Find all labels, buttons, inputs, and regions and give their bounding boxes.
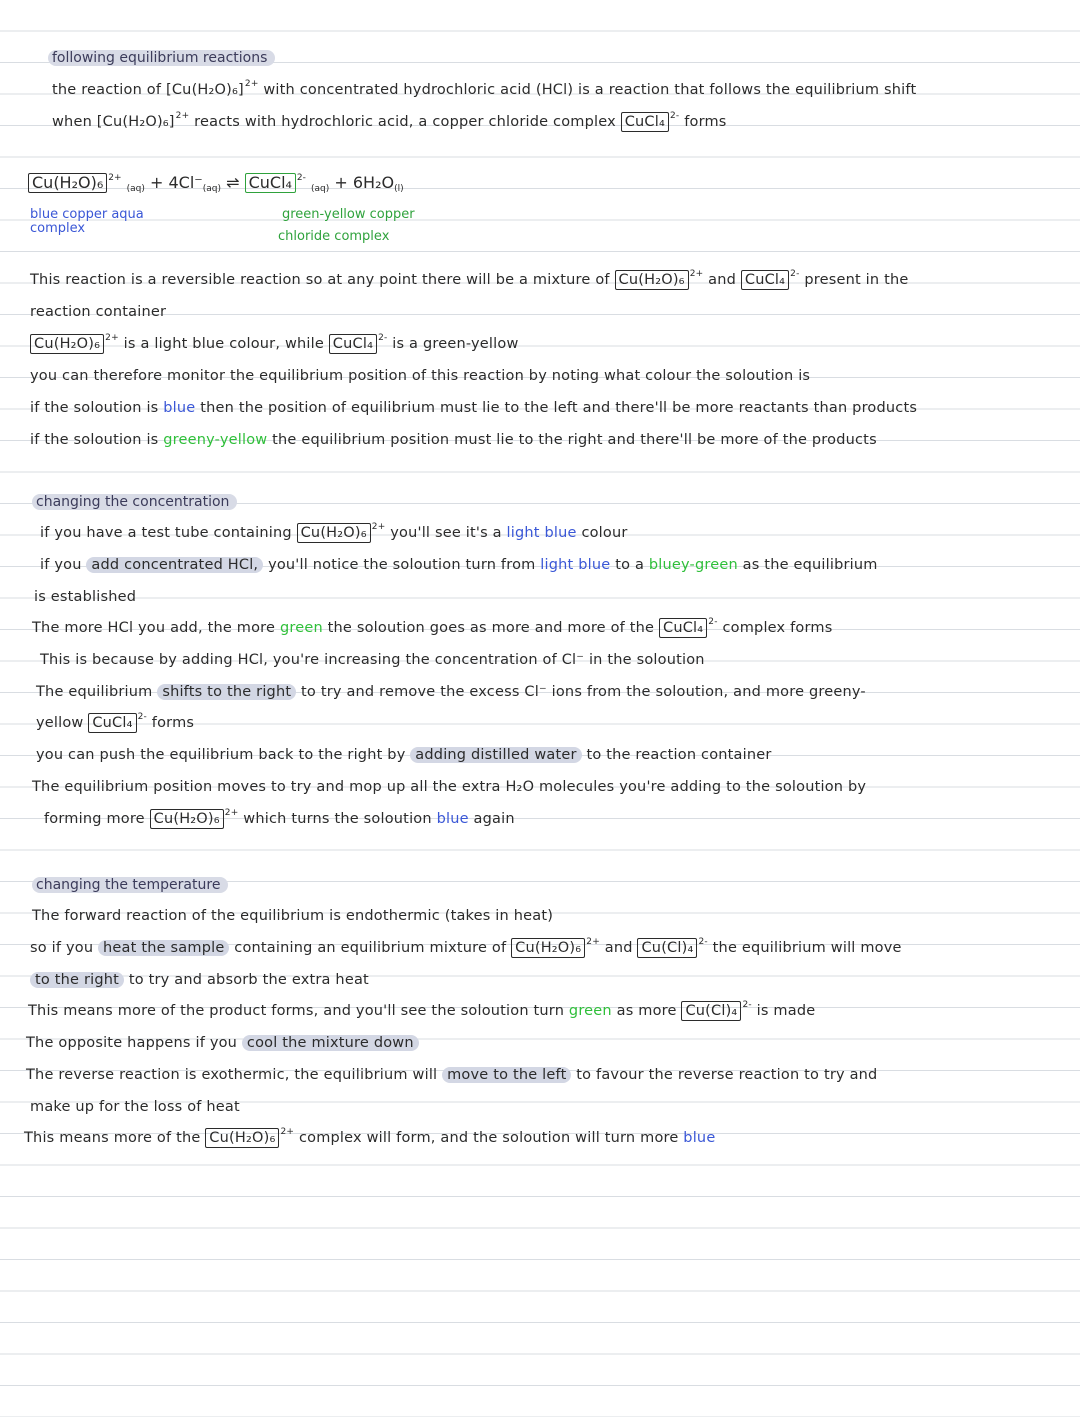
- paragraph-colours: Cu(H₂O)₆ $^{2+}$ is a light blue colour, while CuCl₄ $^{2-}$ is a green-yellow: [30, 334, 519, 356]
- formula-chloro-boxed: CuCl₄: [329, 334, 377, 354]
- temp-line-4: This means more of the product forms, and you'll see the soloution turn green as more Cu(Cl)₄ $^{2-}$ is made: [28, 1000, 816, 1019]
- temp-line-1: The forward reaction of the equilibrium is endothermic (takes in heat): [32, 908, 554, 924]
- product-chloro-complex: CuCl₄: [245, 173, 296, 193]
- equilibrium-arrow: ⇌: [226, 173, 240, 192]
- formula-chloro-alt-boxed: Cu(Cl)₄: [637, 938, 697, 958]
- temp-line-5: The opposite happens if you cool the mixture down: [26, 1033, 419, 1053]
- paragraph-green-right: if the soloution is greeny-yellow the equilibrium position must lie to the right and there'll be more of the products: [30, 432, 877, 448]
- conc-line-2: if you add concentrated HCl, you'll notice the soloution turn from light blue to a bluey-green as the equilibrium: [40, 557, 878, 573]
- intro-line-2: when $[Cu(H_2O)_6]^{2+}$ reacts with hydrochloric acid, a copper chloride complex CuCl₄ $^{2-}$ forms: [52, 111, 727, 130]
- conc-line-7: yellow CuCl₄ $^{2-}$ forms: [36, 712, 195, 731]
- label-green-yellow-copper: green-yellow copper: [282, 207, 415, 222]
- formula-aqua-boxed: Cu(H₂O)₆: [615, 270, 689, 290]
- conc-line-3: is established: [34, 589, 137, 605]
- conc-line-1: if you have a test tube containing Cu(H₂O)₆ $^{2+}$ you'll see it's a light blue colour: [40, 522, 628, 541]
- formula-aqua-boxed: Cu(H₂O)₆: [30, 334, 104, 354]
- temp-line-7: make up for the loss of heat: [30, 1099, 240, 1115]
- formula-chloro-boxed: CuCl₄: [88, 713, 136, 733]
- formula-aqua-boxed: Cu(H₂O)₆: [150, 809, 224, 829]
- formula-chloro-alt-boxed: Cu(Cl)₄: [681, 1001, 741, 1021]
- section-heading-equilibrium: following equilibrium reactions: [48, 49, 275, 67]
- temp-line-8: This means more of the Cu(H₂O)₆ $^{2+}$ complex will form, and the soloution will turn more blue: [24, 1127, 716, 1146]
- reaction-equation: Cu(H₂O)₆ $^{2+}$ (aq) + 4Cl⁻(aq) ⇌ CuCl₄ $^{2-}$ (aq) + 6H₂O(l): [28, 172, 404, 197]
- conc-line-5: This is because by adding HCl, you're increasing the concentration of Cl⁻ in the soloution: [40, 652, 705, 668]
- section-heading-temperature: changing the temperature: [32, 876, 228, 894]
- formula-aqua: $[Cu(H_2O)_6]^{2+}$: [96, 111, 190, 130]
- formula-chloro-boxed: CuCl₄: [741, 270, 789, 290]
- label-complex: complex: [30, 221, 86, 236]
- conc-line-6: The equilibrium shifts to the right to try and remove the excess Cl⁻ ions from the soloution, and more greeny-: [36, 684, 866, 700]
- temp-line-6: The reverse reaction is exothermic, the equilibrium will move to the left to favour the reverse reaction to try and: [26, 1067, 878, 1083]
- temp-line-3: to the right to try and absorb the extra heat: [30, 970, 369, 990]
- label-chloride-complex: chloride complex: [278, 229, 390, 244]
- conc-line-9: The equilibrium position moves to try and mop up all the extra H₂O molecules you're adding to the soloution by: [32, 779, 867, 795]
- paragraph-reversible: This reaction is a reversible reaction so at any point there will be a mixture of Cu(H₂O)₆ $^{2+}$ and CuCl₄ $^{2-}$ present in the: [30, 269, 909, 288]
- paragraph-blue-left: if the soloution is blue then the position of equilibrium must lie to the left and there'll be more reactants than products: [30, 400, 918, 416]
- formula-aqua-boxed: Cu(H₂O)₆: [511, 938, 585, 958]
- reactant-aqua-complex: Cu(H₂O)₆: [28, 173, 107, 193]
- conc-line-8: you can push the equilibrium back to the right by adding distilled water to the reaction container: [36, 747, 772, 763]
- formula-chloro-boxed: CuCl₄: [659, 618, 707, 638]
- paragraph-monitor: you can therefore monitor the equilibrium position of this reaction by noting what colour the soloution is: [30, 368, 811, 384]
- temp-line-2: so if you heat the sample containing an equilibrium mixture of Cu(H₂O)₆ $^{2+}$ and Cu(Cl)₄ $^{2-}$ the equilibrium will move: [30, 937, 902, 956]
- formula-aqua-boxed: Cu(H₂O)₆: [205, 1128, 279, 1148]
- formula-aqua: $[Cu(H_2O)_6]^{2+}$: [166, 79, 259, 98]
- conc-line-4: The more HCl you add, the more green the soloution goes as more and more of the CuCl₄ $^{2-}$ complex forms: [32, 617, 833, 636]
- paragraph-reversible-cont: reaction container: [30, 304, 167, 320]
- formula-chloro-boxed: CuCl₄: [621, 112, 669, 132]
- label-blue-copper-aqua: blue copper aqua: [30, 207, 144, 222]
- intro-line-1: the reaction of $[Cu(H_2O)_6]^{2+}$ with concentrated hydrochloric acid (HCl) is a reaction that follows the equilibrium shift: [52, 79, 917, 98]
- section-heading-concentration: changing the concentration: [32, 493, 237, 511]
- conc-line-10: forming more Cu(H₂O)₆ $^{2+}$ which turns the soloution blue again: [44, 808, 515, 827]
- formula-aqua-boxed: Cu(H₂O)₆: [297, 523, 371, 543]
